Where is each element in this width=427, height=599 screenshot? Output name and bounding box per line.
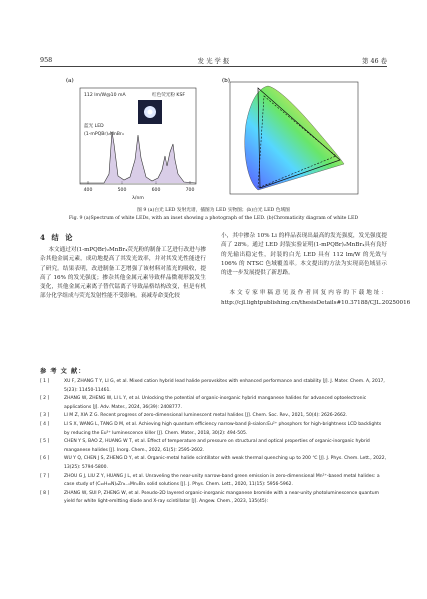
review-link-paragraph: 本文专家审稿意见及作者回复内容的下载地址：http://cjl.lightpublishing.cn/thesisDetails#10.37188/CJL.20250016 (221, 290, 411, 306)
reference-number: [ 5 ] (40, 439, 50, 445)
reference-number: [ 6 ] (40, 456, 50, 462)
reference-text: ZHOU G J, LIU Z Y, HUANG J L, et al. Unraveling the near-unity narrow-band green emission in zero-dimensional Mn²⁺-based metal halides: a case study of (C₁₀H₁₆N)₂Zn₁₋ₓMnₓBr₄ solid solutions [J]. J. Phys. Chem. Lett., 2020, 11(15): 5956-5962. (64, 473, 380, 488)
panel-b-label: (b) (222, 78, 230, 84)
reference-text: ZHANG W, ZHENG W, LI L Y, et al. Unlocking the potential of organic-inorganic hybrid manganese halides for advanced optoelectronic applications [J]. Adv. Mater., 2024, 36(39): 2408777. (64, 396, 367, 410)
references-list (40, 378, 387, 507)
conclusion-paragraph-2: 小，其中掺杂 10% Li 的样品表现出最高的发光强度，发光强度提高了 28%。通过 LED 封装实验证明(1-mPQBr)₂MnBr₄具有良好的光输出稳定性，封装的白光 LED 具有 112 lm/W 的光效与 106% 的 NTSC 色域覆盖率。本文提出的方法为实现高色域显示的进一步发展提供了新思路。 (221, 233, 387, 277)
reference-item (40, 412, 387, 421)
reference-text: CHEN Y S, BAO Z, HUANG W T, et al. Effect of temperature and pressure on structural and optical properties of organic-inorganic hybrid manganese halides [J]. Inorg. Chem., 2022, 61(5): 2595-2602. (64, 439, 370, 453)
right-column (221, 232, 411, 308)
header-rule (40, 66, 387, 67)
reference-number: [ 3 ] (40, 413, 50, 419)
left-column (40, 246, 206, 302)
x-tick-label: 600 (151, 188, 161, 193)
figure-panel-b (218, 74, 368, 204)
x-tick-label: 400 (83, 188, 93, 193)
volume-number: 第 46 卷 (362, 57, 387, 65)
page-number: 958 (40, 56, 53, 64)
reference-item (40, 455, 387, 472)
reference-number: [ 7 ] (40, 473, 50, 479)
x-tick-label: 500 (117, 188, 127, 193)
reference-number: [ 2 ] (40, 396, 50, 402)
spectrum-fill (80, 132, 196, 183)
figure-caption-en: Fig. 9 (a)Spectrum of white LEDs, with an inset showing a photograph of the LED. (b)Chromaticity diagram of white LED (68, 216, 359, 221)
reference-item (40, 438, 387, 455)
reference-item (40, 473, 387, 490)
green-compound-annotation: (1-mPQBr)₂MnBr₄ (84, 132, 124, 137)
journal-name: 发 光 学 报 (197, 57, 230, 65)
reference-number: [ 8 ] (40, 490, 50, 496)
reference-text: WU Y Q, CHEN J S, ZHENG D Y, et al. Organic-metal halide scintillator with weak thermal quenching up to 200 ℃ [J]. J. Phys. Chem. Lett., 2022, 13(25): 5794-5800. (64, 456, 387, 470)
panel-a-label: (a) (66, 78, 74, 84)
reference-text: ZHANG W, SUI P, ZHENG W, et al. Pseudo-2D layered organic-inorganic manganese bromide with a near-unity photoluminescence quantum yield for white light-emitting diode and X-ray scintillator [J]. Angew. Chem., 2023, 135(45): (64, 490, 379, 505)
reference-text: XU F, ZHANG T Y, LI G, et al. Mixed cation hybrid lead halide perovskites with enhanced performance and stability [J]. J. Mater. Chem. A, 2017, 5(23): 11450-11461. (64, 379, 385, 393)
spectrum-plot (56, 74, 206, 204)
reference-item (40, 378, 387, 395)
efficacy-annotation: 112 lm/W@10 mA (84, 93, 126, 98)
reference-text: LI S X, WANG L, TANG D M, et al. Achieving high quantum efficiency narrow-band β-sialon:Eu²⁺ phosphors for high-brightness LCD backlights by reducing the Eu³⁺ luminescence killer [J]. Chem. Mater., 2018, 30(2): 494-505. (64, 421, 382, 436)
x-tick-label: 700 (185, 188, 195, 193)
reference-text: LI M Z, XIA Z G. Recent progress of zero-dimensional luminescent metal halides [J]. Chem. Soc. Rev., 2021, 50(4): 2626-2662. (64, 413, 348, 419)
reference-item (40, 490, 387, 507)
conclusion-paragraph-1: 本文通过对(1-mPQBr)₂MnBr₄荧光粉的制备工艺进行改进与掺杂其他金属元素，成功地提高了其发光效率，并对其发光性能进行了研究。结果表明，改进制备工艺增强了该材料对蓝光的吸收，提高了 16% 的发光强度；掺杂其他金属元素导致样品微观形貌发生变化，其他金属元素离子替代锰离子导致晶格结构改变，但是有机部分化学组成与荧光发射性能不受影响。衰减寿命变化较 (40, 247, 206, 300)
reference-number: [ 4 ] (40, 421, 50, 427)
chromaticity-plot (218, 74, 368, 204)
references-title: 参 考 文 献： (40, 368, 86, 375)
red-phosphor-annotation: 红色荧光粉 KSF (152, 93, 186, 98)
x-axis-label: λ/nm (132, 196, 144, 201)
section-title: 4 结 论 (40, 233, 75, 242)
figure-panel-a (56, 74, 206, 204)
figure-caption-cn: 图 9 (a)白光 LED 发射光谱，插图为 LED 实物图；(b)白光 LED 色域图 (137, 208, 290, 213)
reference-item (40, 421, 387, 438)
reference-number: [ 1 ] (40, 379, 50, 384)
led-core (148, 110, 153, 115)
blue-led-annotation: 蓝光 LED (84, 124, 104, 129)
reference-item (40, 395, 387, 412)
